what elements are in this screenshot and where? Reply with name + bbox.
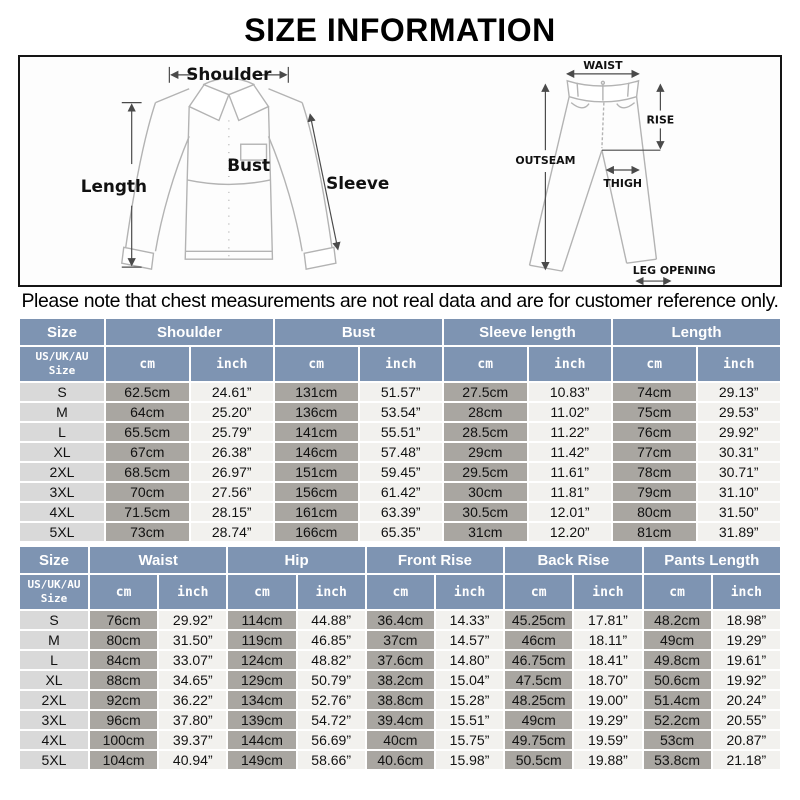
page-title: SIZE INFORMATION (244, 12, 556, 48)
size-row-xl (20, 443, 780, 461)
inch-value-cell: 26.97” (191, 463, 274, 481)
cm-unit-header: cm (228, 575, 295, 609)
inch-value-cell: 25.79” (191, 423, 274, 441)
inch-value-cell: 15.51” (436, 711, 503, 729)
cm-value-cell: 50.6cm (644, 671, 711, 689)
inch-value-cell: 21.18” (713, 751, 780, 769)
group-header-row (20, 319, 780, 345)
cm-value-cell: 136cm (275, 403, 358, 421)
cm-value-cell: 29cm (444, 443, 527, 461)
cm-value-cell: 49.8cm (644, 651, 711, 669)
cm-value-cell: 53cm (644, 731, 711, 749)
measurement-group-header: Hip (228, 547, 364, 573)
cm-value-cell: 71.5cm (106, 503, 189, 521)
inch-value-cell: 20.55” (713, 711, 780, 729)
inch-value-cell: 40.94” (159, 751, 226, 769)
measurement-group-header: Sleeve length (444, 319, 611, 345)
cm-value-cell: 74cm (613, 383, 696, 401)
cm-value-cell: 84cm (90, 651, 157, 669)
cm-value-cell: 73cm (106, 523, 189, 541)
size-row-4xl (20, 731, 780, 749)
cm-value-cell: 40cm (367, 731, 434, 749)
cm-value-cell: 76cm (613, 423, 696, 441)
size-row-3xl (20, 711, 780, 729)
cm-value-cell: 161cm (275, 503, 358, 521)
inch-value-cell: 57.48” (360, 443, 443, 461)
cm-value-cell: 27.5cm (444, 383, 527, 401)
measurement-group-header: Bust (275, 319, 442, 345)
inch-value-cell: 27.56” (191, 483, 274, 501)
inch-value-cell: 36.22” (159, 691, 226, 709)
inch-value-cell: 19.59” (574, 731, 641, 749)
measurement-group-header: Shoulder (106, 319, 273, 345)
cm-value-cell: 67cm (106, 443, 189, 461)
cm-value-cell: 48.2cm (644, 611, 711, 629)
cm-unit-header: cm (505, 575, 572, 609)
cm-value-cell: 51.4cm (644, 691, 711, 709)
size-column-header: Size (20, 547, 88, 573)
measurement-group-header: Back Rise (505, 547, 641, 573)
inch-value-cell: 19.29” (574, 711, 641, 729)
inch-value-cell: 28.15” (191, 503, 274, 521)
inch-unit-header: inch (713, 575, 780, 609)
cm-unit-header: cm (367, 575, 434, 609)
outseam-label: OUTSEAM (515, 154, 576, 168)
cm-unit-header: cm (90, 575, 157, 609)
size-system-header: US/UK/AU Size (20, 575, 88, 609)
cm-unit-header: cm (444, 347, 527, 381)
cm-value-cell: 80cm (90, 631, 157, 649)
cm-value-cell: 46cm (505, 631, 572, 649)
inch-value-cell: 12.20” (529, 523, 612, 541)
size-label-cell: S (20, 383, 104, 401)
size-label-cell: 5XL (20, 751, 88, 769)
cm-value-cell: 92cm (90, 691, 157, 709)
cm-value-cell: 144cm (228, 731, 295, 749)
inch-value-cell: 15.75” (436, 731, 503, 749)
inch-value-cell: 48.82” (298, 651, 365, 669)
cm-value-cell: 79cm (613, 483, 696, 501)
size-label-cell: XL (20, 671, 88, 689)
size-row-l (20, 651, 780, 669)
inch-value-cell: 65.35” (360, 523, 443, 541)
cm-value-cell: 146cm (275, 443, 358, 461)
inch-unit-header: inch (529, 347, 612, 381)
cm-unit-header: cm (613, 347, 696, 381)
size-row-5xl (20, 751, 780, 769)
size-information-page (0, 12, 800, 771)
inch-value-cell: 11.61” (529, 463, 612, 481)
shirt-diagram (20, 57, 400, 285)
cm-value-cell: 114cm (228, 611, 295, 629)
inch-value-cell: 58.66” (298, 751, 365, 769)
inch-value-cell: 51.57” (360, 383, 443, 401)
inch-value-cell: 14.33” (436, 611, 503, 629)
cm-value-cell: 104cm (90, 751, 157, 769)
size-row-3xl (20, 483, 780, 501)
size-row-4xl (20, 503, 780, 521)
cm-value-cell: 37.6cm (367, 651, 434, 669)
cm-value-cell: 49cm (644, 631, 711, 649)
shoulder-label: Shoulder (186, 63, 272, 84)
inch-value-cell: 46.85” (298, 631, 365, 649)
cm-value-cell: 141cm (275, 423, 358, 441)
unit-header-row (20, 575, 780, 609)
inch-unit-header: inch (191, 347, 274, 381)
inch-value-cell: 33.07” (159, 651, 226, 669)
cm-value-cell: 134cm (228, 691, 295, 709)
size-system-header: US/UK/AU Size (20, 347, 104, 381)
cm-unit-header: cm (275, 347, 358, 381)
inch-unit-header: inch (436, 575, 503, 609)
sleeve-label: Sleeve (326, 172, 390, 193)
size-row-l (20, 423, 780, 441)
cm-value-cell: 149cm (228, 751, 295, 769)
size-label-cell: 4XL (20, 731, 88, 749)
cm-value-cell: 29.5cm (444, 463, 527, 481)
inch-value-cell: 50.79” (298, 671, 365, 689)
inch-value-cell: 31.50” (698, 503, 781, 521)
cm-value-cell: 28.5cm (444, 423, 527, 441)
size-label-cell: L (20, 423, 104, 441)
size-row-s (20, 383, 780, 401)
size-label-cell: 2XL (20, 463, 104, 481)
inch-value-cell: 19.00” (574, 691, 641, 709)
measurement-group-header: Front Rise (367, 547, 503, 573)
cm-value-cell: 68.5cm (106, 463, 189, 481)
cm-value-cell: 75cm (613, 403, 696, 421)
size-label-cell: M (20, 403, 104, 421)
inch-value-cell: 53.54” (360, 403, 443, 421)
cm-value-cell: 47.5cm (505, 671, 572, 689)
inch-value-cell: 11.81” (529, 483, 612, 501)
inch-value-cell: 15.28” (436, 691, 503, 709)
inch-value-cell: 31.10” (698, 483, 781, 501)
inch-unit-header: inch (574, 575, 641, 609)
tops-size-table (18, 317, 782, 543)
cm-value-cell: 151cm (275, 463, 358, 481)
measurement-group-header: Length (613, 319, 780, 345)
rise-label: RISE (646, 113, 675, 127)
cm-value-cell: 31cm (444, 523, 527, 541)
cm-value-cell: 96cm (90, 711, 157, 729)
cm-value-cell: 76cm (90, 611, 157, 629)
inch-value-cell: 18.41” (574, 651, 641, 669)
cm-value-cell: 36.4cm (367, 611, 434, 629)
cm-value-cell: 53.8cm (644, 751, 711, 769)
cm-value-cell: 52.2cm (644, 711, 711, 729)
inch-value-cell: 30.31” (698, 443, 781, 461)
inch-value-cell: 11.02” (529, 403, 612, 421)
cm-value-cell: 156cm (275, 483, 358, 501)
inch-value-cell: 17.81” (574, 611, 641, 629)
size-label-cell: L (20, 651, 88, 669)
inch-value-cell: 15.98” (436, 751, 503, 769)
size-label-cell: XL (20, 443, 104, 461)
cm-value-cell: 78cm (613, 463, 696, 481)
size-label-cell: M (20, 631, 88, 649)
size-row-m (20, 631, 780, 649)
inch-value-cell: 26.38” (191, 443, 274, 461)
inch-value-cell: 10.83” (529, 383, 612, 401)
cm-value-cell: 40.6cm (367, 751, 434, 769)
leg-opening-label: LEG OPENING (632, 264, 716, 278)
cm-value-cell: 30cm (444, 483, 527, 501)
inch-unit-header: inch (298, 575, 365, 609)
cm-value-cell: 70cm (106, 483, 189, 501)
size-row-m (20, 403, 780, 421)
inch-unit-header: inch (698, 347, 781, 381)
cm-value-cell: 38.8cm (367, 691, 434, 709)
size-label-cell: 3XL (20, 711, 88, 729)
size-row-5xl (20, 523, 780, 541)
inch-value-cell: 63.39” (360, 503, 443, 521)
cm-value-cell: 88cm (90, 671, 157, 689)
cm-value-cell: 64cm (106, 403, 189, 421)
length-label: Length (80, 175, 147, 196)
inch-value-cell: 34.65” (159, 671, 226, 689)
inch-value-cell: 20.87” (713, 731, 780, 749)
inch-value-cell: 11.22” (529, 423, 612, 441)
pants-diagram (400, 57, 780, 285)
inch-value-cell: 18.11” (574, 631, 641, 649)
inch-value-cell: 11.42” (529, 443, 612, 461)
cm-unit-header: cm (644, 575, 711, 609)
cm-value-cell: 81cm (613, 523, 696, 541)
inch-value-cell: 29.92” (698, 423, 781, 441)
measurement-group-header: Pants Length (644, 547, 781, 573)
unit-header-row (20, 347, 780, 381)
inch-value-cell: 18.70” (574, 671, 641, 689)
inch-value-cell: 24.61” (191, 383, 274, 401)
cm-value-cell: 46.75cm (505, 651, 572, 669)
inch-value-cell: 29.53” (698, 403, 781, 421)
cm-value-cell: 28cm (444, 403, 527, 421)
bust-label: Bust (227, 155, 271, 175)
inch-value-cell: 37.80” (159, 711, 226, 729)
inch-value-cell: 59.45” (360, 463, 443, 481)
size-label-cell: 4XL (20, 503, 104, 521)
cm-value-cell: 119cm (228, 631, 295, 649)
cm-value-cell: 80cm (613, 503, 696, 521)
cm-value-cell: 45.25cm (505, 611, 572, 629)
reference-note: Please note that chest measurements are not real data and are for customer reference only. (21, 290, 779, 312)
inch-value-cell: 14.80” (436, 651, 503, 669)
inch-value-cell: 54.72” (298, 711, 365, 729)
inch-value-cell: 31.89” (698, 523, 781, 541)
cm-value-cell: 48.25cm (505, 691, 572, 709)
inch-value-cell: 44.88” (298, 611, 365, 629)
inch-unit-header: inch (360, 347, 443, 381)
inch-value-cell: 18.98” (713, 611, 780, 629)
size-label-cell: S (20, 611, 88, 629)
cm-value-cell: 124cm (228, 651, 295, 669)
size-row-s (20, 611, 780, 629)
cm-value-cell: 139cm (228, 711, 295, 729)
inch-value-cell: 56.69” (298, 731, 365, 749)
measurement-group-header: Waist (90, 547, 226, 573)
inch-value-cell: 52.76” (298, 691, 365, 709)
inch-unit-header: inch (159, 575, 226, 609)
inch-value-cell: 20.24” (713, 691, 780, 709)
inch-value-cell: 14.57” (436, 631, 503, 649)
size-row-2xl (20, 691, 780, 709)
inch-value-cell: 31.50” (159, 631, 226, 649)
cm-value-cell: 62.5cm (106, 383, 189, 401)
inch-value-cell: 19.92” (713, 671, 780, 689)
cm-value-cell: 100cm (90, 731, 157, 749)
cm-value-cell: 38.2cm (367, 671, 434, 689)
inch-value-cell: 61.42” (360, 483, 443, 501)
cm-value-cell: 49.75cm (505, 731, 572, 749)
size-column-header: Size (20, 319, 104, 345)
inch-value-cell: 12.01” (529, 503, 612, 521)
cm-value-cell: 39.4cm (367, 711, 434, 729)
inch-value-cell: 28.74” (191, 523, 274, 541)
cm-value-cell: 129cm (228, 671, 295, 689)
size-row-xl (20, 671, 780, 689)
measurement-diagram-panel (18, 55, 782, 287)
inch-value-cell: 29.92” (159, 611, 226, 629)
cm-unit-header: cm (106, 347, 189, 381)
inch-value-cell: 19.61” (713, 651, 780, 669)
inch-value-cell: 19.29” (713, 631, 780, 649)
inch-value-cell: 29.13” (698, 383, 781, 401)
cm-value-cell: 77cm (613, 443, 696, 461)
size-label-cell: 5XL (20, 523, 104, 541)
pants-size-table (18, 545, 782, 771)
cm-value-cell: 50.5cm (505, 751, 572, 769)
inch-value-cell: 30.71” (698, 463, 781, 481)
size-row-2xl (20, 463, 780, 481)
size-label-cell: 2XL (20, 691, 88, 709)
group-header-row (20, 547, 780, 573)
cm-value-cell: 37cm (367, 631, 434, 649)
size-label-cell: 3XL (20, 483, 104, 501)
inch-value-cell: 15.04” (436, 671, 503, 689)
inch-value-cell: 39.37” (159, 731, 226, 749)
cm-value-cell: 65.5cm (106, 423, 189, 441)
cm-value-cell: 30.5cm (444, 503, 527, 521)
cm-value-cell: 166cm (275, 523, 358, 541)
cm-value-cell: 49cm (505, 711, 572, 729)
waist-label: WAIST (583, 58, 623, 72)
inch-value-cell: 55.51” (360, 423, 443, 441)
cm-value-cell: 131cm (275, 383, 358, 401)
thigh-label: THIGH (603, 176, 643, 190)
inch-value-cell: 19.88” (574, 751, 641, 769)
inch-value-cell: 25.20” (191, 403, 274, 421)
